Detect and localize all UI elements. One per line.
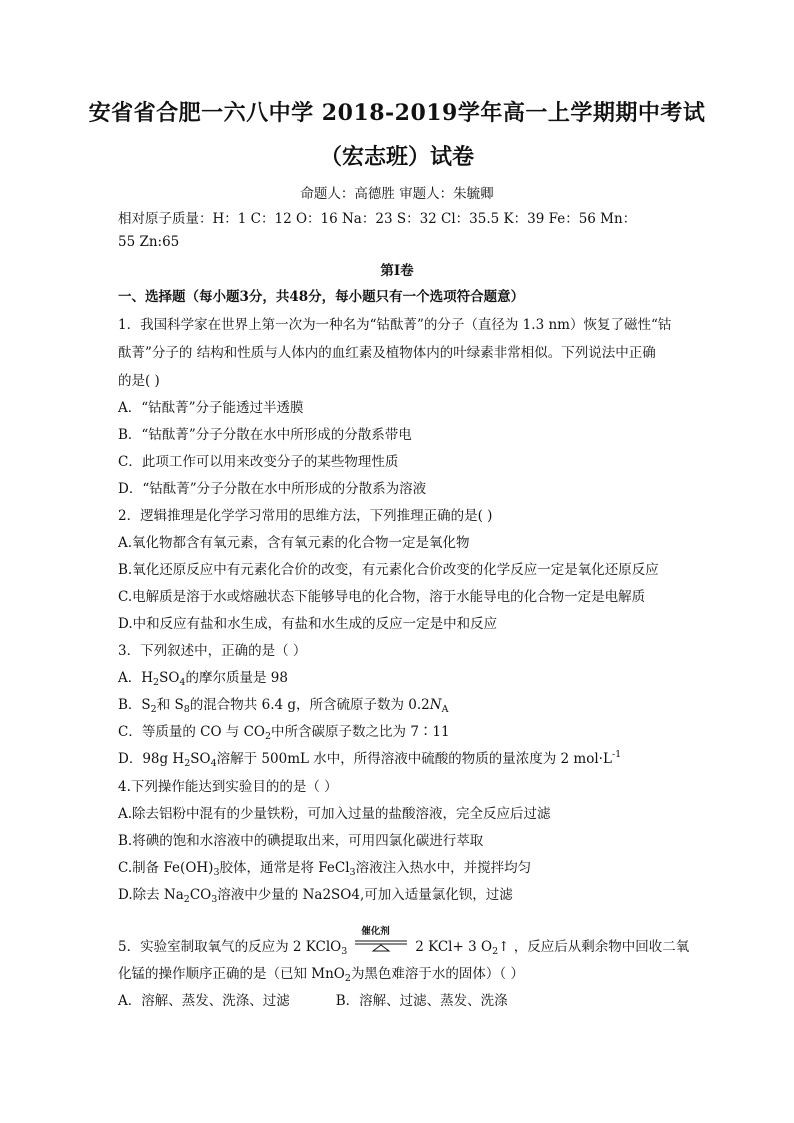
q3-b-na: N	[429, 697, 442, 713]
q4-c-sub: 3	[213, 867, 220, 878]
q3-b-sub1: 2	[150, 704, 157, 715]
q3-d-pre: D．98g H	[118, 751, 185, 767]
q4-d-sub1: 2	[183, 894, 190, 905]
q3-b-sub2: 8	[183, 704, 190, 715]
q3-c-sub: 2	[265, 731, 272, 742]
q3-stem: 3．下列叙述中，正确的是（ ）	[118, 643, 307, 659]
q5-stem-post: ↑ ，反应后从剩余物中回收二氧	[498, 939, 690, 955]
q1-stem-line-3: 的是( )	[118, 373, 160, 389]
q2-option-b: B.氧化还原反应中有元素化合价的改变，有元素化合价改变的化学反应一定是氧化还原反应	[118, 562, 659, 578]
q3-b-na-sub: A	[441, 704, 449, 715]
q4-option-b: B.将碘的饱和水溶液中的碘提取出来，可用四氯化碳进行萃取	[118, 833, 484, 849]
exam-subtitle: （宏志班）试卷	[319, 144, 474, 170]
q3-option-a	[118, 666, 678, 688]
q5-options-ab	[118, 989, 678, 1009]
atomic-mass-line-1: 相对原子质量：H：1 C：12 O：16 Na：23 S：32 Cl：35.5 K：39 Fe：56 Mn：	[118, 211, 637, 227]
q3-b-mid: 和 S	[156, 697, 184, 713]
q3-a-sub1: 2	[153, 677, 160, 688]
q1-option-b: B．“钴酞菁”分子分散在水中所形成的分散系带电	[118, 427, 412, 443]
q3-d-sub2: 4	[210, 758, 217, 769]
q5-option-a: A．溶解、蒸发、洗涤、过滤	[118, 993, 290, 1009]
q5-stem-mid: 2 KCl+ 3 O	[415, 939, 493, 955]
q3-a-sub2: 4	[179, 677, 186, 688]
q1-option-a: A．“钴酞菁”分子能透过半透膜	[118, 400, 304, 416]
q5-line2-sub: 2	[344, 973, 351, 984]
exam-title: 安省省合肥一六八中学 2018-2019学年高一上学期期中考试	[88, 100, 706, 126]
q5-stem-pre: 5．实验室制取氧气的反应为 2 KClO	[118, 939, 342, 955]
q5-stem-sub2: 2	[492, 946, 499, 957]
q5-option-b: B．溶解、过滤、蒸发、洗涤	[335, 993, 508, 1009]
q4-option-a: A.除去铝粉中混有的少量铁粉，可加入过量的盐酸溶液，完全反应后过滤	[118, 806, 551, 822]
q3-option-c	[118, 720, 678, 742]
q3-d-sub1: 2	[184, 758, 191, 769]
q3-a-pre: A．H	[118, 670, 154, 686]
q5-line2-post: 为黑色难溶于水的固体）（ ）	[350, 966, 524, 982]
q4-option-d	[118, 883, 678, 905]
part-heading: 一、选择题（每小题3分，共48分，每小题只有一个选项符合题意）	[118, 289, 525, 305]
q5-line2-pre: 化锰的操作顺序正确的是（已知 MnO	[118, 966, 345, 982]
q4-c-pre: C.制备 Fe(OH)	[118, 860, 214, 876]
q5-stem-line-1	[118, 926, 690, 957]
q5-stem-line-2	[118, 962, 678, 984]
q2-stem: 2．逻辑推理是化学学习常用的思维方法，下列推理正确的是( )	[118, 508, 493, 524]
q3-c-pre: C．等质量的 CO 与 CO	[118, 724, 265, 740]
q4-d-sub2: 3	[211, 894, 218, 905]
q2-option-a: A.氧化物都含有氧元素，含有氧元素的化合物一定是氧化物	[118, 535, 470, 551]
q3-b-pre: B．S	[118, 697, 151, 713]
q1-stem-line-1: 1．我国科学家在世界上第一次为一种名为“钴酞菁”的分子（直径为 1.3 nm）恢复了磁性“钴	[118, 317, 672, 333]
q3-b-post: 的混合物共 6.4 g，所含硫原子数为 0.2	[189, 697, 430, 713]
q3-d-sup: -1	[611, 749, 622, 760]
q2-option-d: D.中和反应有盐和水生成，有盐和水生成的反应一定是中和反应	[118, 616, 498, 632]
q3-d-mid: SO	[190, 751, 211, 767]
q1-option-d: D．“钴酞菁”分子分散在水中所形成的分散系为溶液	[118, 481, 427, 497]
section-title: 第Ⅰ卷	[380, 263, 414, 279]
q2-option-c: C.电解质是溶于水或熔融状态下能够导电的化合物，溶于水能导电的化合物一定是电解质	[118, 589, 646, 605]
q4-d-post: 溶液中少量的 Na2SO4,可加入适量氯化钡，过滤	[217, 887, 513, 903]
q1-stem-line-2: 酞菁”分子的 结构和性质与人体内的血红素及植物体内的叶绿素非常相似。下列说法中正确	[118, 345, 656, 361]
q4-d-mid: CO	[189, 887, 212, 903]
q4-stem: 4.下列操作能达到实验目的的是（ ）	[118, 779, 338, 795]
authors-line: 命题人：高德胜 审题人：朱毓卿	[300, 186, 494, 202]
q4-c-mid: 胶体，通常是将 FeCl	[219, 860, 350, 876]
q3-a-post: 的摩尔质量是 98	[185, 670, 288, 686]
q3-option-d	[118, 747, 678, 769]
heat-triangle-icon	[351, 937, 411, 953]
atomic-mass-line-2: 55 Zn:65	[118, 234, 180, 250]
q5-stem-sub: 3	[341, 946, 348, 957]
q4-option-c	[118, 856, 678, 878]
q4-c-post: 溶液注入热水中，并搅拌均匀	[355, 860, 532, 876]
q1-option-c: C．此项工作可以用来改变分子的某些物理性质	[118, 454, 399, 470]
q3-d-post: 溶解于 500mL 水中，所得溶液中硫酸的物质的量浓度为 2 mol·L	[216, 751, 612, 767]
reaction-arrow	[351, 926, 411, 953]
q4-c-sub2: 3	[349, 867, 356, 878]
catalyst-label: 催化剂	[361, 926, 390, 937]
q3-c-post: 中所含碳原子数之比为 7∶11	[271, 724, 450, 740]
q3-a-mid: SO	[159, 670, 180, 686]
q3-option-b	[118, 693, 678, 715]
q4-d-pre: D.除去 Na	[118, 887, 184, 903]
